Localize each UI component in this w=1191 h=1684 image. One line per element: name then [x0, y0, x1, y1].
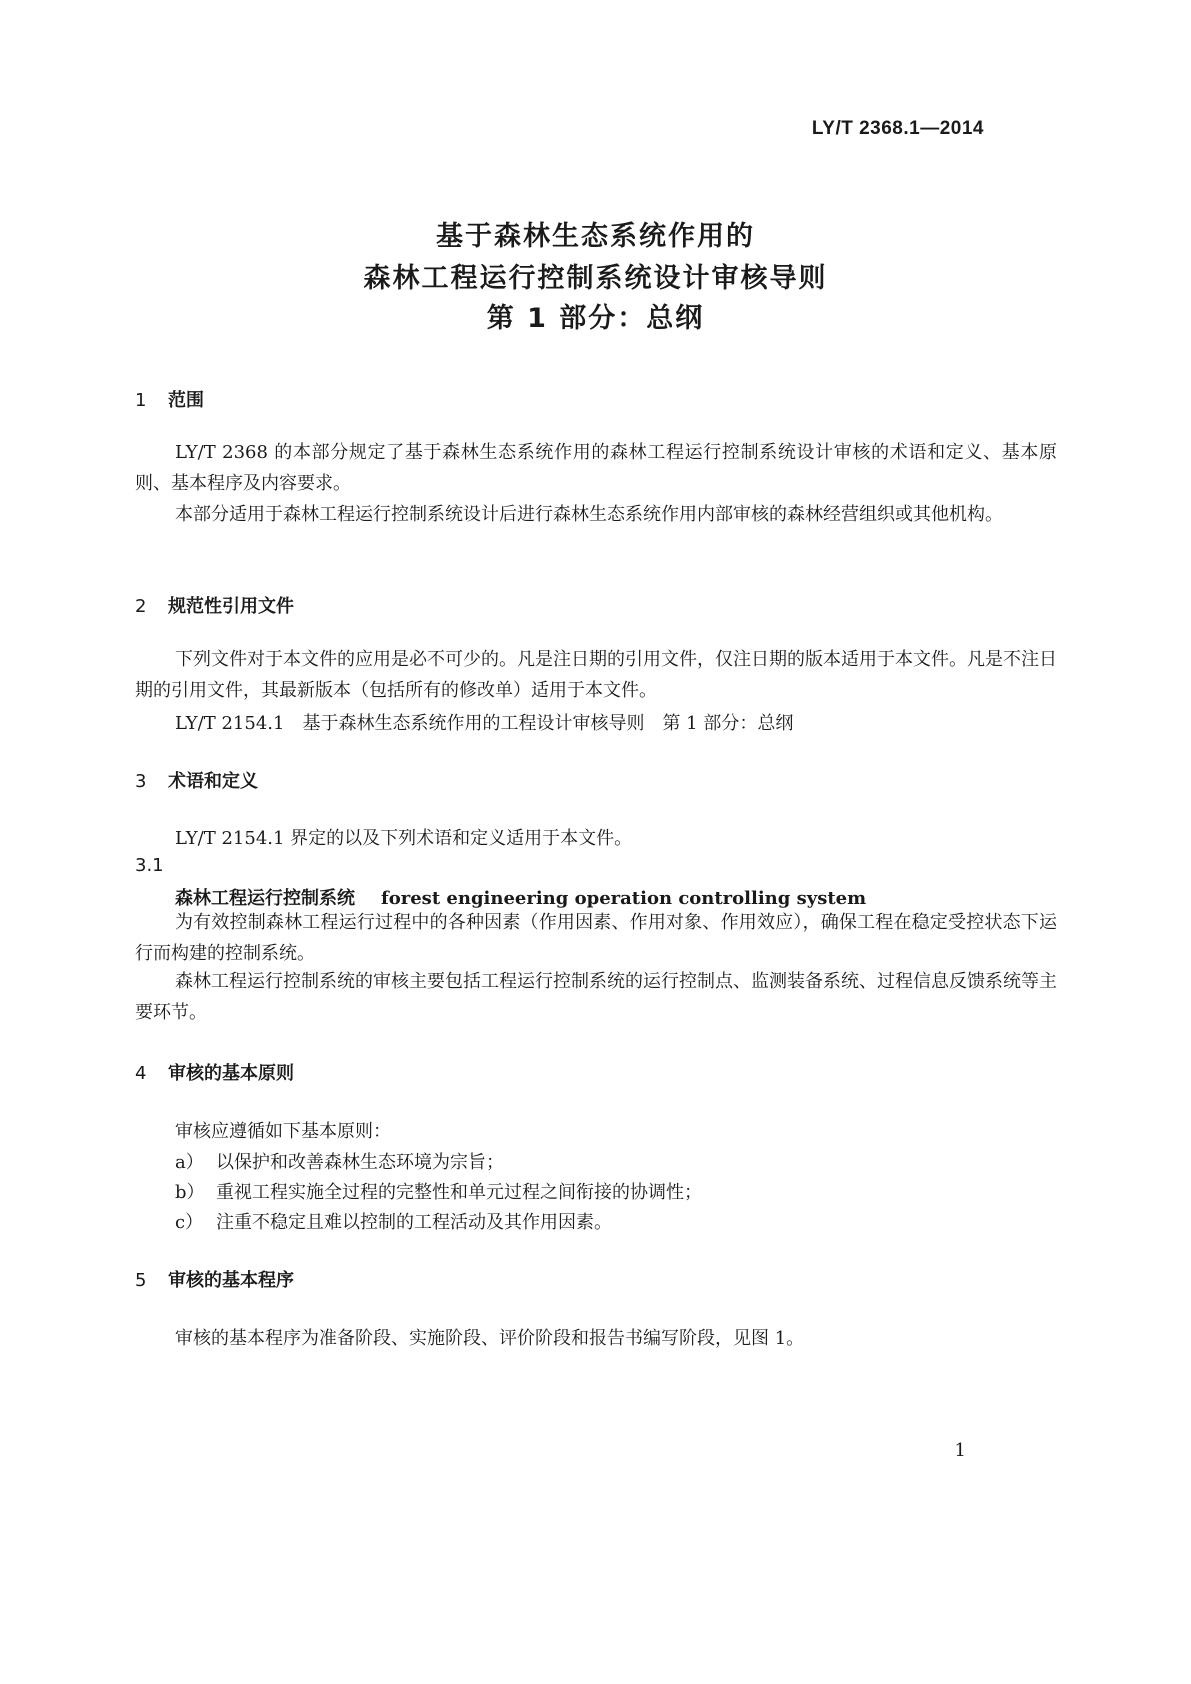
term-english: forest engineering operation controlling system — [381, 888, 867, 909]
paragraph: 下列文件对于本文件的应用是必不可少的。凡是注日期的引用文件，仅注日期的版本适用于本文件。凡是不注日期的引用文件，其最新版本（包括所有的修改单）适用于本文件。 — [135, 649, 1057, 701]
term-definition: 为有效控制森林工程运行过程中的各种因素（作用因素、作用对象、作用效应），确保工程在稳定受控状态下运行而构建的控制系统。 — [135, 912, 1057, 964]
paragraph: 审核应遵循如下基本原则： — [175, 1121, 391, 1142]
title-line-2: 森林工程运行控制系统设计审核导则 — [363, 263, 828, 294]
list-marker: b） — [175, 1182, 205, 1203]
list-marker: c） — [175, 1212, 204, 1233]
term-note: 森林工程运行控制系统的审核主要包括工程运行控制系统的运行控制点、监测装备系统、过程信息反馈系统等主要环节。 — [135, 971, 1057, 1023]
term-chinese: 森林工程运行控制系统 — [175, 888, 355, 909]
list-marker: a） — [175, 1152, 204, 1173]
section-1-heading — [135, 386, 204, 412]
section-4-heading — [135, 1059, 294, 1085]
title-line-1: 基于森林生态系统作用的 — [436, 221, 755, 252]
normative-reference: LY/T 2154.1 基于森林生态系统作用的工程设计审核导则 第 1 部分：总纲 — [175, 713, 794, 734]
section-title: 规范性引用文件 — [168, 596, 294, 617]
list-item — [175, 1148, 504, 1174]
standard-code: LY/T 2368.1—2014 — [811, 118, 984, 139]
section-number: 2 — [135, 596, 147, 617]
list-item — [175, 1178, 702, 1204]
paragraph: 本部分适用于森林工程运行控制系统设计后进行森林生态系统作用内部审核的森林经营组织或其他机构。 — [175, 504, 1003, 525]
title-line-3: 第 1 部分：总纲 — [486, 303, 705, 334]
section-number: 5 — [135, 1270, 147, 1291]
paragraph: LY/T 2154.1 界定的以及下列术语和定义适用于本文件。 — [175, 828, 633, 849]
section-title: 审核的基本原则 — [168, 1063, 294, 1084]
section-number: 3 — [135, 771, 147, 792]
section-title: 审核的基本程序 — [168, 1270, 294, 1291]
section-2-heading — [135, 592, 294, 618]
paragraph: 审核的基本程序为准备阶段、实施阶段、评价阶段和报告书编写阶段，见图 1。 — [175, 1328, 805, 1349]
page-number: 1 — [954, 1440, 966, 1461]
paragraph: LY/T 2368 的本部分规定了基于森林生态系统作用的森林工程运行控制系统设计审核的术语和定义、基本原则、基本程序及内容要求。 — [135, 442, 1057, 494]
subclause-number: 3.1 — [135, 855, 164, 876]
list-text: 注重不稳定且难以控制的工程活动及其作用因素。 — [216, 1212, 612, 1233]
list-text: 重视工程实施全过程的完整性和单元过程之间衔接的协调性； — [216, 1182, 702, 1203]
section-title: 术语和定义 — [168, 771, 258, 792]
section-number: 4 — [135, 1063, 147, 1084]
section-number: 1 — [135, 390, 147, 411]
section-title: 范围 — [168, 390, 204, 411]
section-5-heading — [135, 1266, 294, 1292]
list-item — [175, 1208, 612, 1234]
list-text: 以保护和改善森林生态环境为宗旨； — [216, 1152, 504, 1173]
section-3-heading — [135, 767, 258, 793]
